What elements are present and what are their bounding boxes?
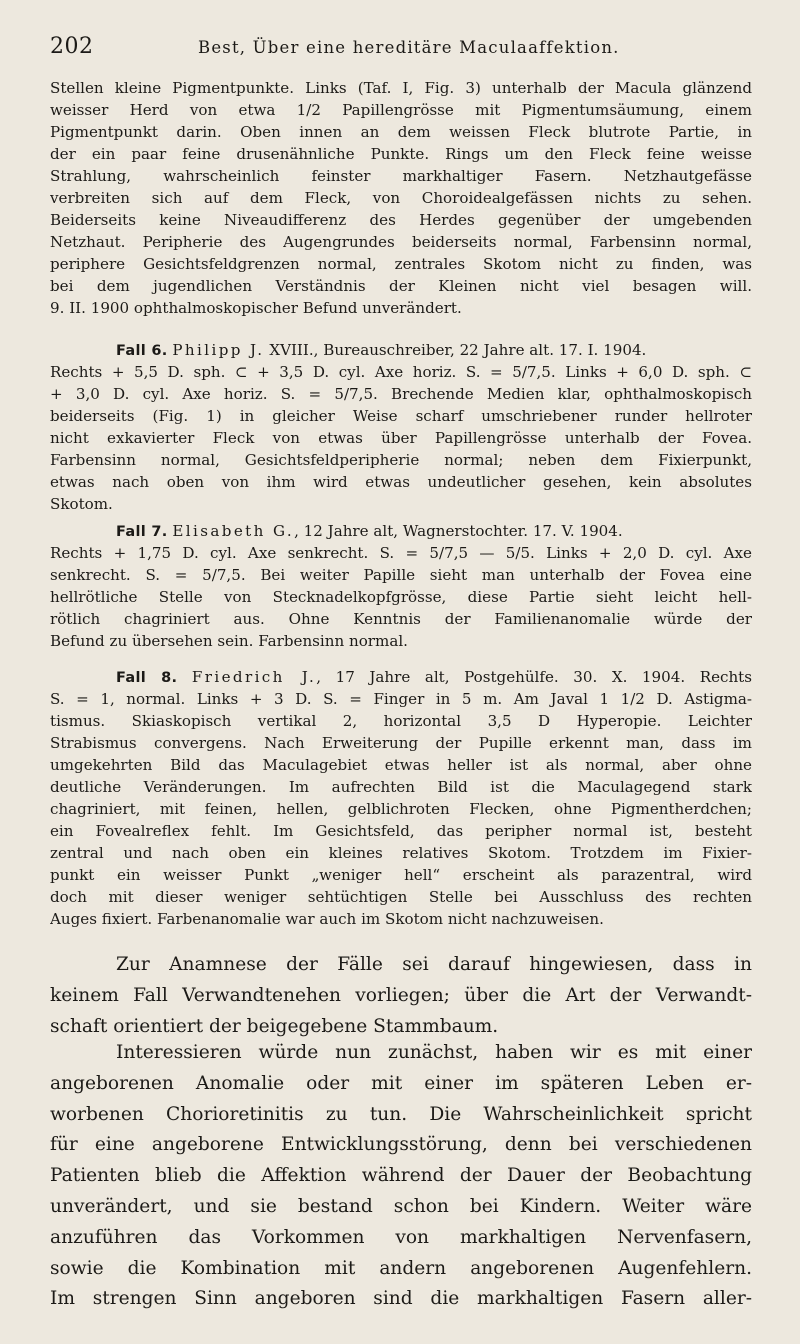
body-paragraph-2	[50, 1038, 752, 1315]
text-line: rötlich chagriniert aus. Ohne Kenntnis der Familienanomalie würde der	[50, 610, 752, 628]
text-line: Befund zu übersehen sein. Farbensinn normal.	[50, 632, 408, 650]
text-line: doch mit dieser weniger sehtüchtigen Stelle bei Ausschluss des rechten	[50, 888, 752, 906]
text-line: worbenen Chorioretinitis zu tun. Die Wahrscheinlichkeit spricht	[50, 1103, 752, 1125]
text-line: ein Fovealreflex fehlt. Im Gesichtsfeld, das peripher normal ist, besteht	[50, 822, 752, 840]
case-heading-line	[50, 520, 752, 542]
text-line: beiderseits (Fig. 1) in gleicher Weise scharf umschriebener runder hellroter	[50, 407, 752, 425]
intro-paragraph	[50, 77, 752, 319]
case-heading-rest: XVIII., Bureauschreiber, 22 Jahre alt. 17. I. 1904.	[269, 341, 647, 359]
text-line: chagriniert, mit feinen, hellen, gelblichroten Flecken, ohne Pigmentherdchen;	[50, 800, 752, 818]
body-paragraph-1	[50, 950, 752, 1042]
case-label: Fall 7.	[116, 524, 168, 540]
text-line: Skotom.	[50, 495, 113, 513]
case-heading-line	[50, 666, 752, 688]
text-line: Strabismus convergens. Nach Erweiterung der Pupille erkennt man, dass im	[50, 734, 752, 752]
text-line: 9. II. 1900 ophthalmoskopischer Befund unverändert.	[50, 299, 462, 317]
text-line: Netzhaut. Peripherie des Augengrundes beiderseits normal, Farbensinn normal,	[50, 233, 752, 251]
case-label: Fall 6.	[116, 343, 168, 359]
patient-name: Elisabeth G.	[172, 522, 295, 540]
text-line: deutliche Veränderungen. Im aufrechten Bild ist die Maculagegend stark	[50, 778, 752, 796]
case-6	[50, 339, 752, 515]
text-line: Rechts + 1,75 D. cyl. Axe senkrecht. S. = 5/7,5 — 5/5. Links + 2,0 D. cyl. Axe	[50, 544, 752, 562]
text-line: Pigmentpunkt darin. Oben innen an dem weissen Fleck blutrote Partie, in	[50, 123, 752, 141]
text-line: Im strengen Sinn angeboren sind die markhaltigen Fasern aller-	[50, 1288, 752, 1310]
text-line: etwas nach oben von ihm wird etwas undeutlicher gesehen, kein absolutes	[50, 473, 752, 491]
text-line: anzuführen das Vorkommen von markhaltigen Nervenfasern,	[50, 1226, 752, 1248]
text-line: weisser Herd von etwa 1/2 Papillengrösse mit Pigmentumsäumung, einem	[50, 101, 752, 119]
text-line: für eine angeborene Entwicklungsstörung, denn bei verschiedenen	[50, 1134, 752, 1156]
text-line: Farbensinn normal, Gesichtsfeldperipherie normal; neben dem Fixierpunkt,	[50, 451, 752, 469]
text-line: der ein paar feine drusenähnliche Punkte. Rings um den Fleck feine weisse	[50, 145, 752, 163]
text-line: Auges fixiert. Farbenanomalie war auch im Skotom nicht nachzuweisen.	[50, 910, 604, 928]
text-line: schaft orientiert der beigegebene Stammbaum.	[50, 1015, 499, 1037]
text-line: punkt ein weisser Punkt „weniger hell“ erscheint als parazentral, wird	[50, 866, 752, 884]
text-line: zentral und nach oben ein kleines relatives Skotom. Trotzdem im Fixier-	[50, 844, 752, 862]
text-line: senkrecht. S. = 5/7,5. Bei weiter Papille sieht man unterhalb der Fovea eine	[50, 566, 752, 584]
text-line: keinem Fall Verwandtenehen vorliegen; über die Art der Verwandt-	[50, 984, 752, 1006]
patient-name: Friedrich J.	[191, 668, 317, 686]
text-line: hellrötliche Stelle von Stecknadelkopfgrösse, diese Partie sieht leicht hell-	[50, 588, 752, 606]
text-line: tismus. Skiaskopisch vertikal 2, horizontal 3,5 D Hyperopie. Leichter	[50, 712, 752, 730]
text-line: Patienten blieb die Affektion während der Dauer der Beobachtung	[50, 1165, 752, 1187]
text-line: Zur Anamnese der Fälle sei darauf hingewiesen, dass in	[116, 954, 752, 975]
text-line: sowie die Kombination mit andern angeborenen Augenfehlern.	[50, 1257, 752, 1279]
patient-name: Philipp J.	[172, 341, 265, 359]
case-8	[50, 666, 752, 930]
case-heading-rest: , 17 Jahre alt, Postgehülfe. 30. X. 1904. Rechts	[316, 668, 752, 686]
text-line: bei dem jugendlichen Verständnis der Kleinen nicht viel besagen will.	[50, 277, 752, 295]
case-7	[50, 520, 752, 652]
text-line: verbreiten sich auf dem Fleck, von Choroidealgefässen nichts zu sehen.	[50, 189, 752, 207]
case-label: Fall 8.	[116, 670, 178, 686]
text-line: Rechts + 5,5 D. sph. ⊂ + 3,5 D. cyl. Axe horiz. S. = 5/7,5. Links + 6,0 D. sph. ⊂	[50, 363, 752, 381]
text-line: angeborenen Anomalie oder mit einer im späteren Leben er-	[50, 1072, 752, 1094]
text-line: Beiderseits keine Niveaudifferenz des Herdes gegenüber der umgebenden	[50, 211, 752, 229]
text-line: + 3,0 D. cyl. Axe horiz. S. = 5/7,5. Brechende Medien klar, ophthalmoskopisch	[50, 385, 752, 403]
page-number: 202	[50, 34, 94, 59]
text-line: unverändert, und sie bestand schon bei Kindern. Weiter wäre	[50, 1195, 752, 1217]
text-line: S. = 1, normal. Links + 3 D. S. = Finger in 5 m. Am Javal 1 1/2 D. Astigma-	[50, 690, 752, 708]
case-heading-line	[50, 339, 752, 361]
text-line: periphere Gesichtsfeldgrenzen normal, zentrales Skotom nicht zu finden, was	[50, 255, 752, 273]
text-line: umgekehrten Bild das Maculagebiet etwas heller ist als normal, aber ohne	[50, 756, 752, 774]
text-line: nicht exkavierter Fleck von etwas über Papillengrösse unterhalb der Fovea.	[50, 429, 752, 447]
text-line: Interessieren würde nun zunächst, haben wir es mit einer	[116, 1042, 752, 1063]
text-line: Strahlung, wahrscheinlich feinster markhaltiger Fasern. Netzhautgefässe	[50, 167, 752, 185]
case-heading-rest: , 12 Jahre alt, Wagnerstochter. 17. V. 1904.	[294, 522, 623, 540]
running-title: Best, Über eine hereditäre Maculaaffektion.	[198, 38, 620, 57]
text-line: Stellen kleine Pigmentpunkte. Links (Taf. I, Fig. 3) unterhalb der Macula glänzend	[50, 79, 752, 97]
